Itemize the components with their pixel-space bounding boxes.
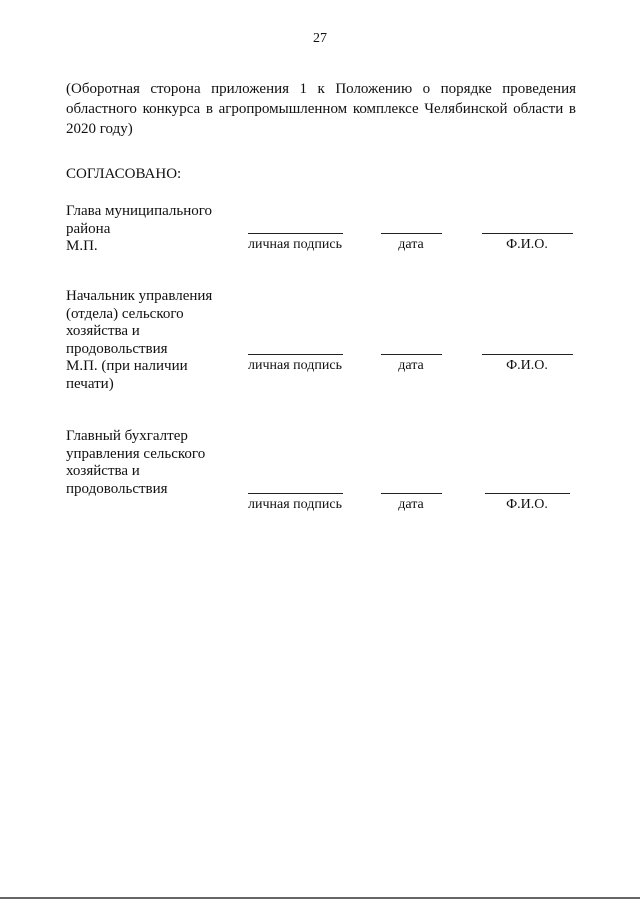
signature-label: личная подпись bbox=[248, 358, 342, 373]
name-label: Ф.И.О. bbox=[506, 497, 548, 512]
date-label: дата bbox=[398, 237, 424, 252]
date-line bbox=[381, 233, 442, 234]
role-line: управления сельского bbox=[66, 445, 206, 462]
name-label: Ф.И.О. bbox=[506, 237, 548, 252]
signature-line bbox=[248, 354, 343, 355]
approved-heading: СОГЛАСОВАНО: bbox=[66, 166, 182, 182]
date-line bbox=[381, 354, 442, 355]
signature-label: личная подпись bbox=[248, 237, 342, 252]
date-label: дата bbox=[398, 358, 424, 373]
role-line: Начальник управления bbox=[66, 288, 213, 304]
date-label: дата bbox=[398, 497, 424, 512]
role-line: продовольствия bbox=[66, 340, 168, 357]
page-number: 27 bbox=[313, 31, 327, 46]
signature-label: личная подпись bbox=[248, 497, 342, 512]
role-line: Глава муниципального bbox=[66, 203, 213, 219]
role-line: района bbox=[66, 220, 111, 237]
signature-line bbox=[248, 233, 343, 234]
signatory-role bbox=[66, 203, 231, 256]
bottom-scan-edge bbox=[0, 897, 640, 899]
name-line bbox=[482, 354, 573, 355]
role-line: печати) bbox=[66, 375, 114, 392]
signature-line bbox=[248, 493, 343, 494]
name-label: Ф.И.О. bbox=[506, 358, 548, 373]
signatory-role bbox=[66, 288, 231, 393]
signatory-role bbox=[66, 428, 231, 498]
role-line: Главный бухгалтер bbox=[66, 428, 188, 444]
role-line: М.П. (при наличии bbox=[66, 358, 188, 374]
date-line bbox=[381, 493, 442, 494]
role-line: хозяйства и bbox=[66, 463, 140, 479]
name-line bbox=[482, 233, 573, 234]
role-line: продовольствия bbox=[66, 480, 168, 497]
role-line: хозяйства и bbox=[66, 323, 140, 339]
name-line bbox=[485, 493, 570, 494]
role-line: М.П. bbox=[66, 238, 98, 254]
document-subtitle: (Оборотная сторона приложения 1 к Положению о порядке проведения областного конкурса в агропромышленном комплексе Челябинской области в 2020 году) bbox=[66, 81, 576, 137]
role-line: (отдела) сельского bbox=[66, 305, 184, 322]
